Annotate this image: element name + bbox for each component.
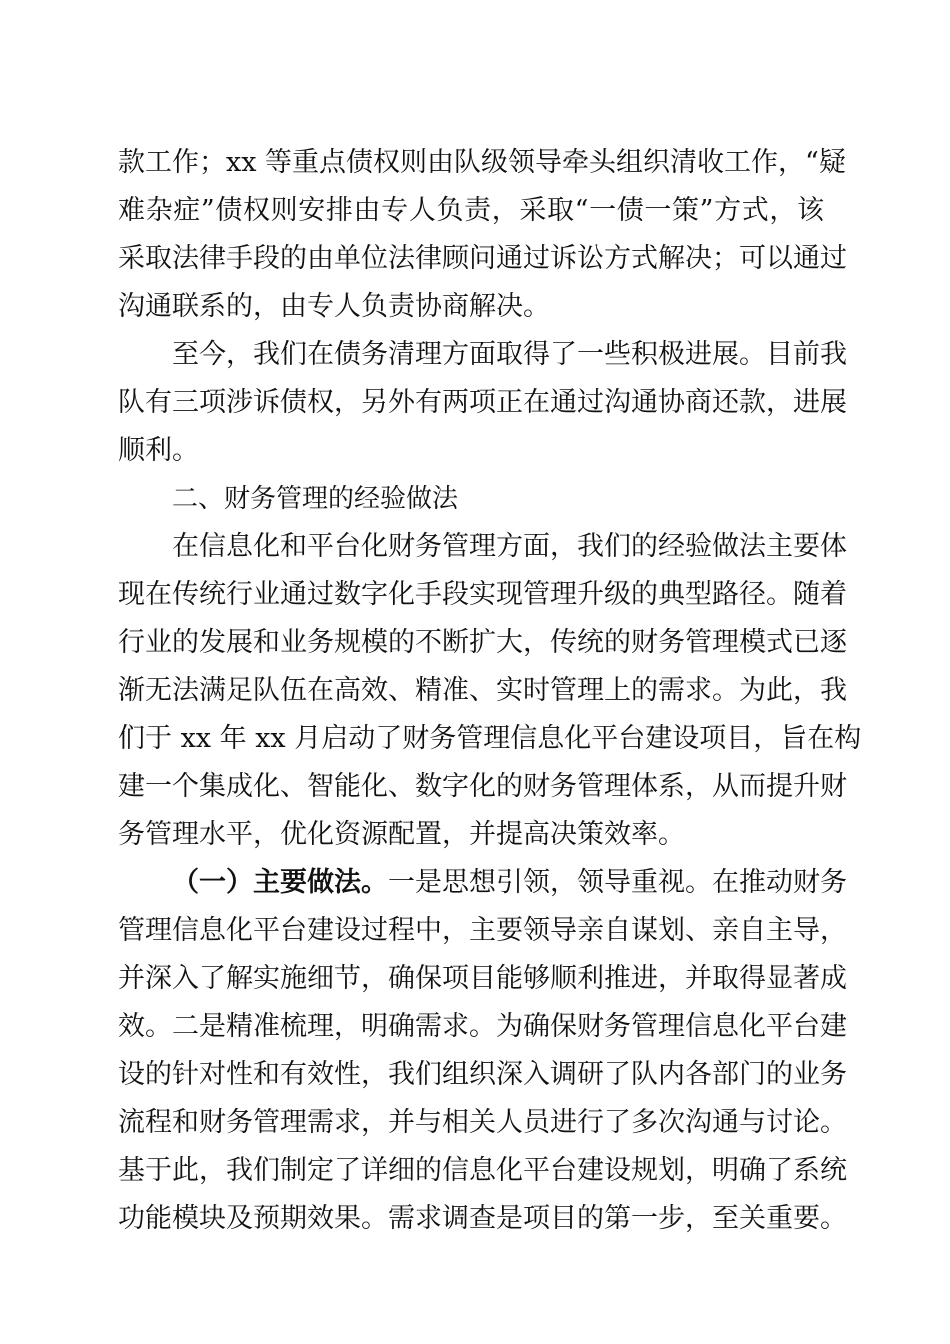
text-line: 队有三项涉诉债权，另外有两项正在通过沟通协商还款，进展 [118,387,847,418]
text-span: 一是思想引领，领导重视。在推动财务 [388,867,847,898]
subsection-lead: （一）主要做法。 [172,867,388,898]
text-line: 管理信息化平台建设过程中，主要领导亲自谋划、亲自主导， [118,915,847,946]
text-line: 效。二是精准梳理，明确需求。为确保财务管理信息化平台建 [118,1011,847,1042]
text-line: 建一个集成化、智能化、数字化的财务管理体系，从而提升财 [118,771,847,802]
text-line: 现在传统行业通过数字化手段实现管理升级的典型路径。随着 [118,579,847,610]
text-line: 难杂症”债权则安排由专人负责，采取“一债一策”方式，该 [118,195,824,226]
text-line: 流程和财务管理需求，并与相关人员进行了多次沟通与讨论。 [118,1107,847,1138]
text-line: 款工作；xx 等重点债权则由队级领导牵头组织清收工作，“疑 [118,147,846,178]
text-line: 设的针对性和有效性，我们组织深入调研了队内各部门的业务 [118,1059,847,1090]
section-heading: 二、财务管理的经验做法 [172,484,459,514]
text-line: 并深入了解实施细节，确保项目能够顺利推进，并取得显著成 [118,963,847,994]
text-line: 至今，我们在债务清理方面取得了一些积极进展。目前我 [172,339,847,370]
text-line: 们于 xx 年 xx 月启动了财务管理信息化平台建设项目，旨在构 [118,723,862,754]
text-line [172,865,847,901]
text-line: 渐无法满足队伍在高效、精准、实时管理上的需求。为此，我 [118,675,847,706]
text-line: 顺利。 [118,435,199,466]
text-line: 基于此，我们制定了详细的信息化平台建设规划，明确了系统 [118,1155,847,1186]
text-line: 务管理水平，优化资源配置，并提高决策效率。 [118,819,685,850]
text-line: 功能模块及预期效果。需求调查是项目的第一步，至关重要。 [118,1203,847,1234]
text-line: 在信息化和平台化财务管理方面，我们的经验做法主要体 [172,531,847,562]
text-line: 沟通联系的，由专人负责协商解决。 [118,291,550,322]
text-line: 行业的发展和业务规模的不断扩大，传统的财务管理模式已逐 [118,627,847,658]
text-line: 采取法律手段的由单位法律顾问通过诉讼方式解决；可以通过 [118,243,847,274]
